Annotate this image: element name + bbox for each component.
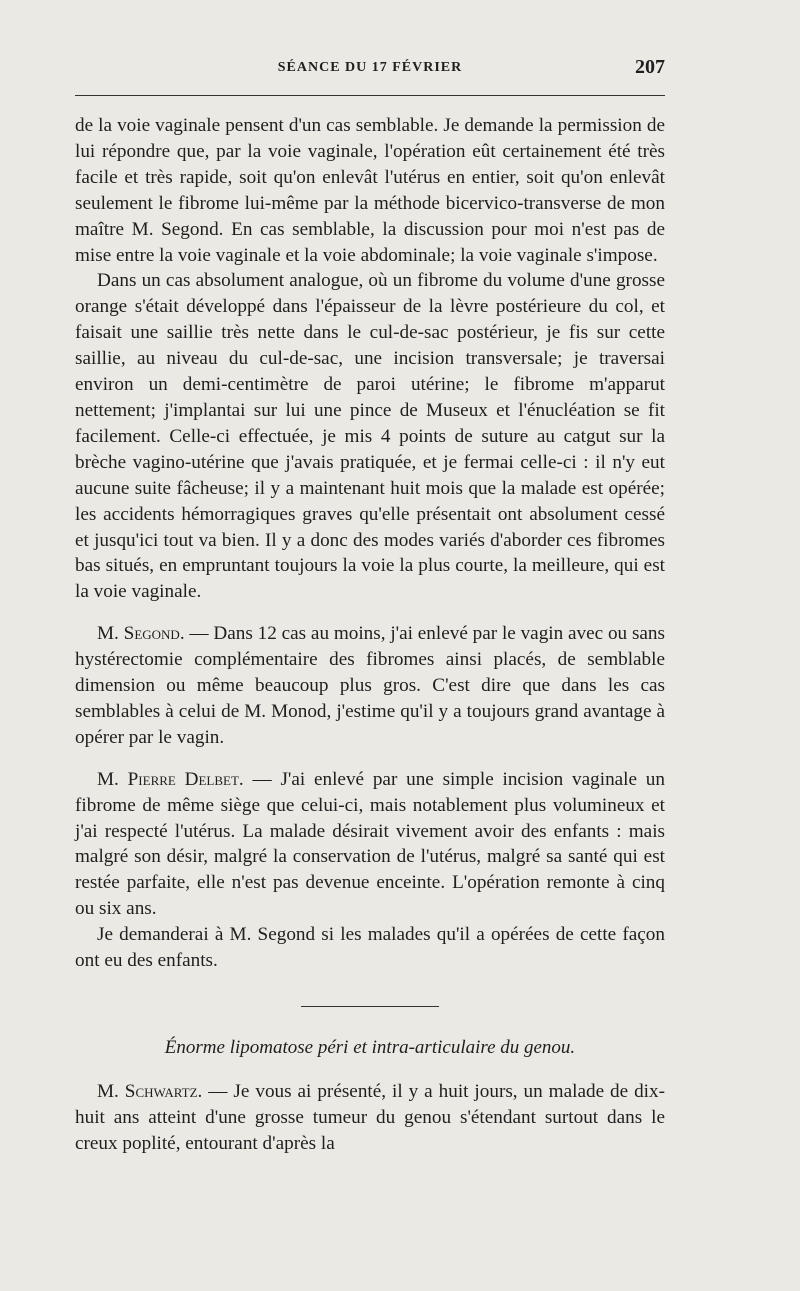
header-rule	[75, 95, 665, 96]
paragraph-schwartz	[75, 1079, 665, 1157]
section-title: Énorme lipomatose péri et intra-articulaire du genou.	[164, 1037, 576, 1058]
paragraph-text: — J'ai enlevé par une simple incision vaginale un fibrome de même siège que celui-ci, mais notablement plus volumineux et j'ai respecté l'utérus. La malade désirait vivement avoir des enfants : mais malgré son désir, malgré la conservation de l'utérus, malgré sa santé qui est restée parfaite, elle n'est pas devenue enceinte. L'opération remonte à cinq ou six ans.	[75, 768, 665, 920]
section-separator	[301, 1006, 439, 1007]
header-title: SÉANCE DU 17 FÉVRIER	[277, 60, 463, 75]
body-text	[75, 113, 665, 1157]
speaker-name: M. Schwartz.	[97, 1080, 203, 1102]
paragraph: Je demanderai à M. Segond si les malades qu'il a opérées de cette façon ont eu des enfants.	[75, 924, 665, 972]
paragraph: de la voie vaginale pensent d'un cas semblable. Je demande la permission de lui répondre que, par la voie vaginale, l'opération eût certainement été très facile et très rapide, soit qu'on enlevât l'utérus en entier, soit qu'on enlevât seulement le fibrome lui-même par la méthode bicervico-transverse de mon maître M. Segond. En cas semblable, la discussion pour moi n'est pas de mise entre la voie vaginale et la voie abdominale; la voie vaginale s'impose.	[75, 115, 665, 266]
speaker-name: M. Segond.	[97, 623, 185, 645]
speaker-name: M. Pierre Delbet.	[97, 768, 244, 790]
paragraph: Dans un cas absolument analogue, où un fibrome du volume d'une grosse orange s'était développé dans l'épaisseur de la lèvre postérieure du col, et faisait une saillie très nette dans le cul-de-sac postérieur, je fis sur cette saillie, au niveau du cul-de-sac, une incision transversale; je traversai environ un demi-centimètre de paroi utérine; le fibrome m'apparut nettement; j'implantai sur lui une pince de Museux et l'énucléation se fit facilement. Celle-ci effectuée, je mis 4 points de suture au catgut sur la brèche vagino-utérine que j'avais pratiquée, et je fermai celle-ci : il n'y eut aucune suite fâcheuse; il y a maintenant huit mois que la malade est opérée; les accidents hémorragiques graves qu'elle présentait ont absolument cessé et jusqu'ici tout va bien. Il y a donc des modes variés d'aborder ces fibromes bas situés, en empruntant toujours la voie la plus courte, la meilleure, qui est la voie vaginale.	[75, 270, 665, 603]
page-number: 207	[635, 56, 665, 78]
running-header	[75, 56, 665, 84]
paragraph-delbet	[75, 767, 665, 922]
paragraph-text: — Je vous ai présenté, il y a huit jours, un malade de dix-huit ans atteint d'une grosse tumeur du genou s'étendant surtout dans le creux poplité, entourant d'après la	[75, 1080, 665, 1154]
paragraph-text: — Dans 12 cas au moins, j'ai enlevé par le vagin avec ou sans hystérectomie complémentaire des fibromes ainsi placés, de semblable dimension ou même beaucoup plus gros. C'est dire que dans les cas semblables à celui de M. Monod, j'estime qu'il y a toujours grand avantage à opérer par le vagin.	[75, 623, 665, 748]
paragraph-segond	[75, 621, 665, 751]
